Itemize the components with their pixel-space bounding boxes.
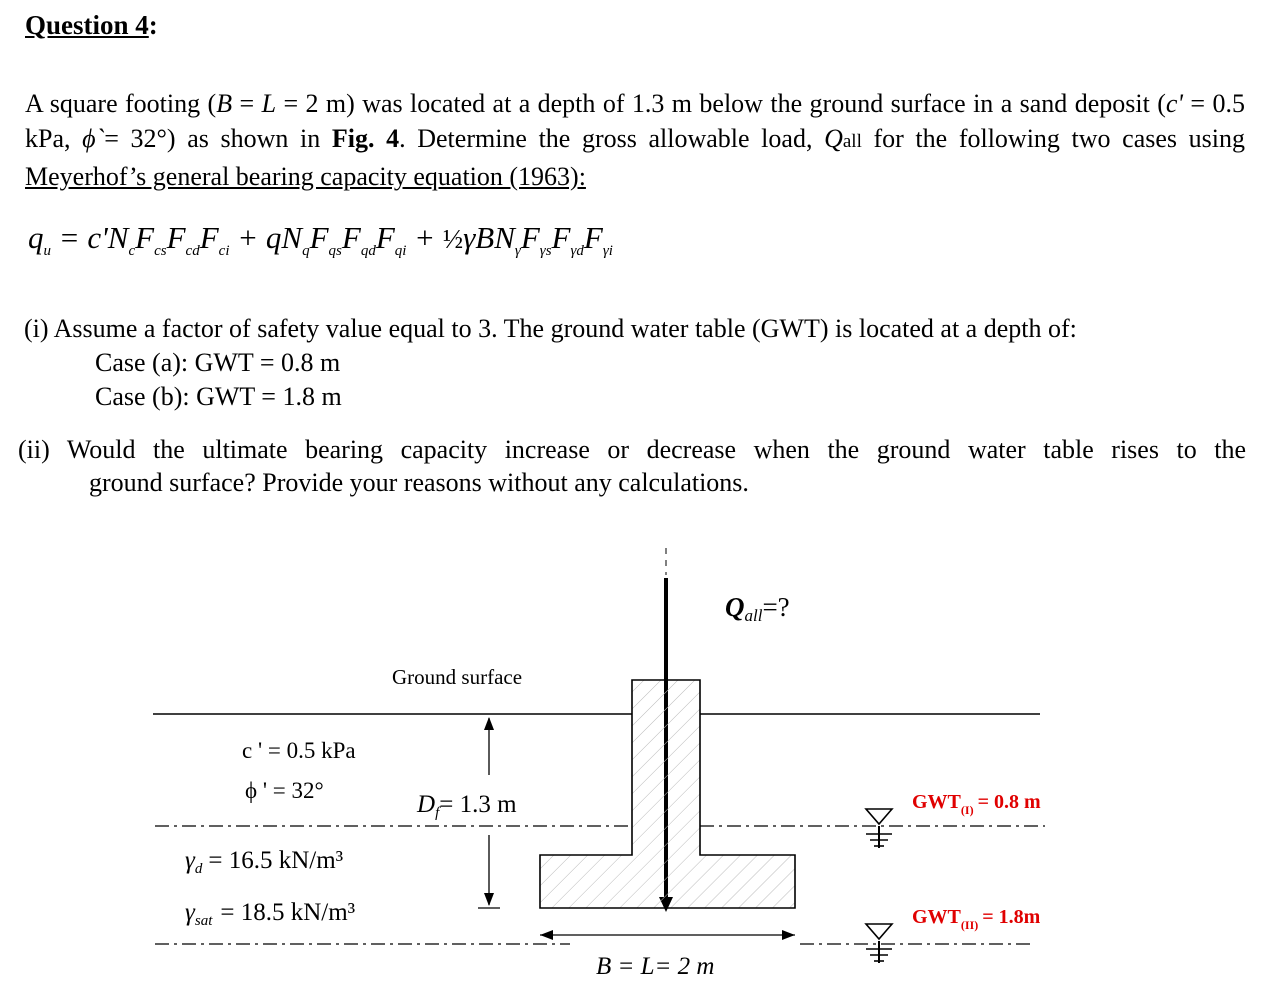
width-label: B = L= 2 m	[596, 953, 715, 980]
intro-text-1: A square footing (	[25, 89, 217, 118]
case-a: Case (a): GWT = 0.8 m	[95, 348, 341, 377]
intro-text-7: for the following two cases using	[861, 124, 1245, 153]
meyerhof-equation-reference: Meyerhof’s general bearing capacity equation (1963):	[25, 162, 586, 191]
intro-text-4: = 0.5 kPa,	[25, 89, 1245, 153]
case-b: Case (b): GWT = 1.8 m	[95, 382, 342, 411]
df-arrow-up	[484, 717, 494, 730]
var-l: L	[261, 89, 277, 118]
cohesion-label: c ' = 0.5 kPa	[242, 738, 356, 763]
var-q-subscript: all	[842, 131, 862, 152]
intro-text-2: =	[232, 89, 262, 118]
b-arrow-right	[782, 930, 795, 940]
part-ii-line-2: ground surface? Provide your reasons without any calculations.	[89, 468, 749, 497]
var-b: B	[216, 89, 233, 118]
depth-label: $D_f= 1.3$ m	[417, 791, 517, 821]
load-label: Qall=?	[725, 592, 790, 625]
figure-reference: Fig. 4	[331, 124, 400, 153]
gwt-2-label: $GWT_{(II)} = 1.8m$	[912, 906, 1041, 932]
question-label: Question 4	[25, 10, 149, 40]
part-ii-line-1: (ii) Would the ultimate bearing capacity increase or decrease when the ground water table rises to the	[18, 435, 1246, 464]
friction-angle-label: ϕ ' = 32°	[245, 778, 324, 803]
ground-surface-label: Ground surface	[392, 665, 523, 689]
intro-text-5: = 32°) as shown in	[104, 124, 332, 153]
eq-lhs-sub: u	[43, 243, 51, 260]
saturated-unit-weight-label: $\gamma_{sat} = 18.5$ kN/m³	[185, 899, 356, 929]
df-arrow-down	[484, 893, 494, 906]
heading-colon: :	[148, 10, 158, 40]
dry-unit-weight-label: $\gamma_d = 16.5$ kN/m³	[185, 847, 344, 877]
part-i-text: (i) Assume a factor of safety value equal to 3. The ground water table (GWT) is located at a depth of:	[24, 314, 1077, 343]
var-c: c'	[1165, 89, 1183, 118]
intro-text-6: . Determine the gross allowable load,	[399, 124, 825, 153]
gwt-1-label: $GWT_{(I)} = 0.8$ m	[912, 791, 1041, 817]
var-phi: ϕ`	[82, 124, 105, 153]
var-q: Q	[824, 124, 843, 153]
eq-lhs: q	[28, 220, 44, 255]
intro-text-3: = 2 m) was located at a depth of 1.3 m below the ground surface in a sand deposit (	[276, 89, 1166, 118]
b-arrow-left	[540, 930, 553, 940]
bearing-capacity-equation: $q_u = c'N_cF_{cs}F_{cd}F_{ci} + qN_qF_{qs}F_{qd}F_{qi}$ + $\frac{1}{2}\gamma BN_\gamma F_{\gamma s}F_{\gamma d}F_{\gamma i}$	[28, 220, 613, 260]
water-table-1-icon	[866, 809, 892, 848]
